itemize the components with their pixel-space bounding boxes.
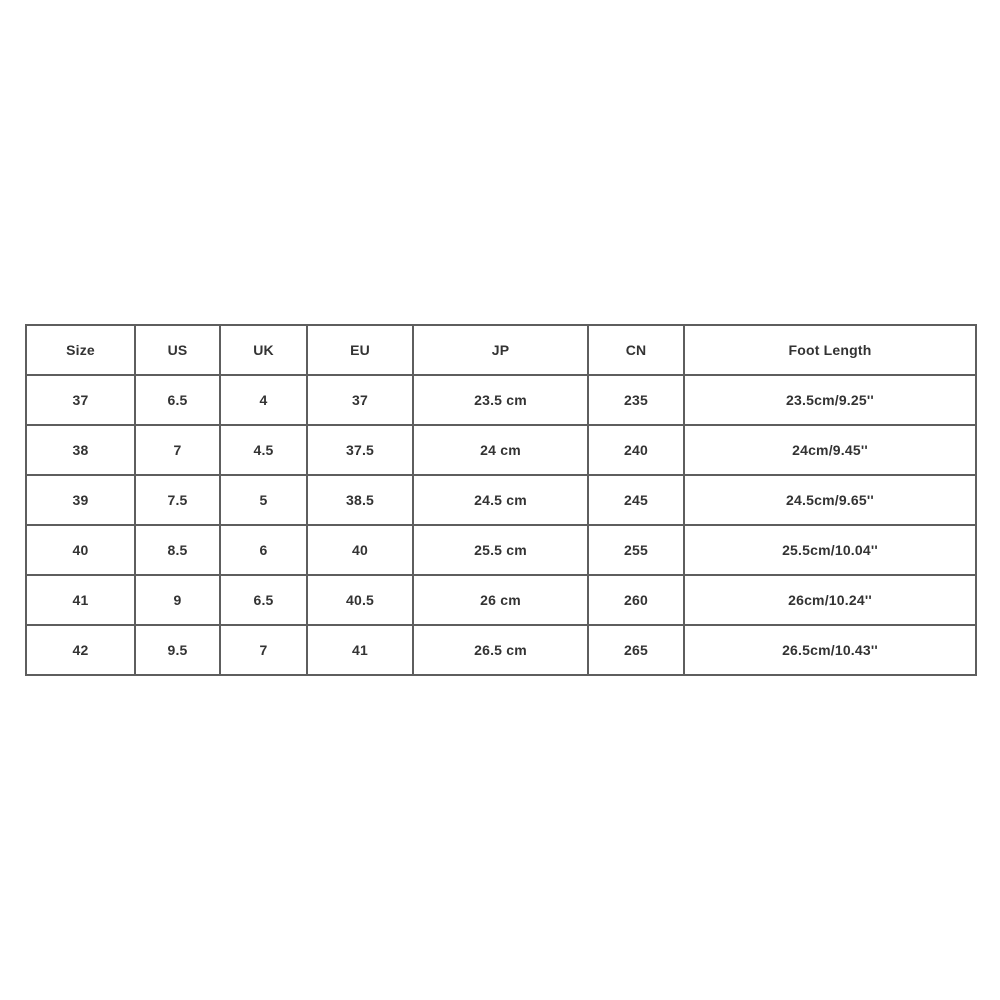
cell-cn: 255 (588, 525, 684, 575)
cell-us: 8.5 (135, 525, 220, 575)
table-row (26, 425, 976, 475)
cell-jp: 25.5 cm (413, 525, 588, 575)
cell-foot-length: 24.5cm/9.65'' (684, 475, 976, 525)
cell-foot-length: 25.5cm/10.04'' (684, 525, 976, 575)
cell-eu: 37 (307, 375, 413, 425)
cell-us: 7.5 (135, 475, 220, 525)
size-chart-table (25, 324, 977, 676)
cell-us: 9 (135, 575, 220, 625)
table-row (26, 475, 976, 525)
cell-eu: 40 (307, 525, 413, 575)
cell-jp: 24.5 cm (413, 475, 588, 525)
table-row (26, 525, 976, 575)
cell-us: 7 (135, 425, 220, 475)
cell-eu: 38.5 (307, 475, 413, 525)
header-us: US (135, 325, 220, 375)
header-foot-length: Foot Length (684, 325, 976, 375)
cell-uk: 7 (220, 625, 307, 675)
cell-size: 37 (26, 375, 135, 425)
cell-size: 40 (26, 525, 135, 575)
table-row (26, 575, 976, 625)
cell-eu: 41 (307, 625, 413, 675)
table-row (26, 625, 976, 675)
header-uk: UK (220, 325, 307, 375)
cell-cn: 240 (588, 425, 684, 475)
cell-cn: 235 (588, 375, 684, 425)
cell-jp: 24 cm (413, 425, 588, 475)
cell-uk: 4.5 (220, 425, 307, 475)
cell-us: 9.5 (135, 625, 220, 675)
cell-uk: 6 (220, 525, 307, 575)
cell-jp: 26 cm (413, 575, 588, 625)
table-row (26, 375, 976, 425)
header-cn: CN (588, 325, 684, 375)
cell-cn: 265 (588, 625, 684, 675)
cell-foot-length: 26cm/10.24'' (684, 575, 976, 625)
cell-size: 42 (26, 625, 135, 675)
cell-foot-length: 26.5cm/10.43'' (684, 625, 976, 675)
cell-eu: 40.5 (307, 575, 413, 625)
cell-foot-length: 23.5cm/9.25'' (684, 375, 976, 425)
cell-cn: 260 (588, 575, 684, 625)
cell-size: 41 (26, 575, 135, 625)
cell-eu: 37.5 (307, 425, 413, 475)
cell-foot-length: 24cm/9.45'' (684, 425, 976, 475)
cell-jp: 26.5 cm (413, 625, 588, 675)
header-eu: EU (307, 325, 413, 375)
cell-size: 38 (26, 425, 135, 475)
cell-size: 39 (26, 475, 135, 525)
cell-cn: 245 (588, 475, 684, 525)
cell-uk: 6.5 (220, 575, 307, 625)
header-size: Size (26, 325, 135, 375)
cell-uk: 4 (220, 375, 307, 425)
cell-jp: 23.5 cm (413, 375, 588, 425)
cell-us: 6.5 (135, 375, 220, 425)
header-row (26, 325, 976, 375)
header-jp: JP (413, 325, 588, 375)
cell-uk: 5 (220, 475, 307, 525)
